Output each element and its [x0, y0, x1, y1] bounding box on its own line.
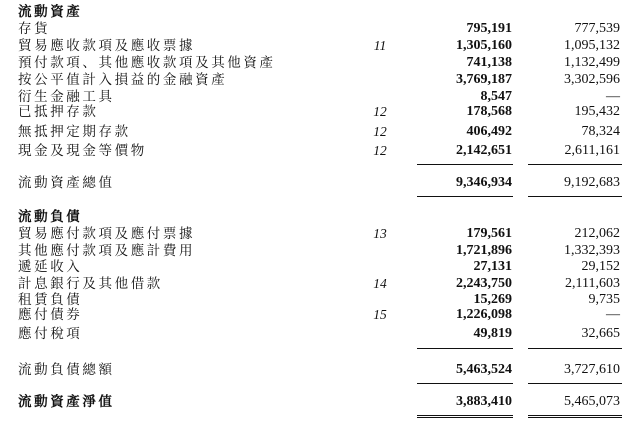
total-row [0, 362, 640, 378]
total-current-value: 5,463,524 [456, 362, 512, 377]
total-rule [528, 196, 622, 197]
row-note: 12 [373, 104, 387, 119]
table-row [0, 326, 640, 342]
total-label: 流動負債總額 [18, 362, 115, 378]
subtotal-rule [417, 348, 513, 349]
table-row [0, 21, 640, 37]
row-note: 13 [373, 226, 387, 241]
table-row [0, 307, 640, 323]
row-current-value: 795,191 [466, 21, 512, 36]
row-current-value: 27,131 [473, 259, 512, 274]
row-current-value: 2,243,750 [456, 276, 512, 291]
row-current-value: 49,819 [473, 326, 512, 341]
row-label: 衍生金融工具 [18, 89, 115, 105]
row-prior-value: 2,111,603 [565, 276, 620, 291]
row-prior-value: 212,062 [574, 226, 620, 241]
row-label: 貿易應付款項及應付票據 [18, 226, 196, 242]
current-liabilities-title: 流動負債 [18, 209, 83, 225]
row-prior-value: — [606, 307, 620, 322]
row-current-value: 1,226,098 [456, 307, 512, 322]
row-prior-value: 1,132,499 [564, 55, 620, 70]
table-row [0, 72, 640, 88]
row-prior-value: 1,095,132 [564, 38, 620, 53]
subtotal-rule [417, 164, 513, 165]
total-current-value: 9,346,934 [456, 175, 512, 190]
row-current-value: 179,561 [466, 226, 512, 241]
row-current-value: 1,721,896 [456, 243, 512, 258]
row-prior-value: 9,735 [588, 292, 620, 307]
row-prior-value: 3,302,596 [564, 72, 620, 87]
table-row [0, 124, 640, 140]
row-current-value: 1,305,160 [456, 38, 512, 53]
row-note: 12 [373, 124, 387, 139]
net-current-assets-row [0, 394, 640, 410]
row-current-value: 3,769,187 [456, 72, 512, 87]
table-row [0, 104, 640, 120]
row-current-value: 15,269 [473, 292, 512, 307]
row-prior-value: 777,539 [574, 21, 620, 36]
table-row [0, 143, 640, 159]
net-current-assets-prior-value: 5,465,073 [564, 394, 620, 409]
row-label: 無抵押定期存款 [18, 124, 131, 140]
current-liabilities-header-row [0, 209, 640, 225]
table-row [0, 292, 640, 308]
net-current-assets-label: 流動資產淨值 [18, 394, 115, 410]
row-label: 存貨 [18, 21, 51, 37]
row-note: 11 [373, 38, 387, 53]
current-assets-header-row [0, 4, 640, 20]
row-current-value: 741,138 [466, 55, 512, 70]
row-current-value: 8,547 [480, 89, 512, 104]
grand-total-double-rule [528, 415, 622, 418]
row-label: 應付稅項 [18, 326, 83, 342]
current-assets-title: 流動資產 [18, 4, 83, 20]
row-prior-value: 78,324 [581, 124, 620, 139]
row-label: 計息銀行及其他借款 [18, 276, 163, 292]
table-row [0, 226, 640, 242]
table-row [0, 243, 640, 259]
total-prior-value: 9,192,683 [564, 175, 620, 190]
total-row [0, 175, 640, 191]
subtotal-rule [528, 164, 622, 165]
table-row [0, 55, 640, 71]
table-row [0, 38, 640, 54]
row-current-value: 178,568 [466, 104, 512, 119]
total-rule [417, 196, 513, 197]
row-prior-value: — [606, 89, 620, 104]
row-label: 應付債券 [18, 307, 83, 323]
row-prior-value: 195,432 [574, 104, 620, 119]
row-current-value: 2,142,651 [456, 143, 512, 158]
row-prior-value: 32,665 [581, 326, 620, 341]
row-label: 已抵押存款 [18, 104, 99, 120]
row-prior-value: 1,332,393 [564, 243, 620, 258]
table-row [0, 89, 640, 105]
row-label: 按公平值計入損益的金融資產 [18, 72, 228, 88]
row-note: 14 [373, 276, 387, 291]
row-label: 現金及現金等價物 [18, 143, 147, 159]
row-current-value: 406,492 [466, 124, 512, 139]
subtotal-rule [528, 348, 622, 349]
row-label: 遞延收入 [18, 259, 83, 275]
total-label: 流動資產總值 [18, 175, 115, 191]
total-rule [417, 383, 513, 384]
total-prior-value: 3,727,610 [564, 362, 620, 377]
row-label: 預付款項、其他應收款項及其他資產 [18, 55, 276, 71]
row-label: 貿易應收款項及應收票據 [18, 38, 196, 54]
total-rule [528, 383, 622, 384]
table-row [0, 259, 640, 275]
table-row [0, 276, 640, 292]
grand-total-double-rule [417, 415, 513, 418]
row-note: 15 [373, 307, 387, 322]
row-prior-value: 29,152 [581, 259, 620, 274]
row-label: 租賃負債 [18, 292, 83, 308]
row-note: 12 [373, 143, 387, 158]
row-prior-value: 2,611,161 [564, 143, 620, 158]
row-label: 其他應付款項及應計費用 [18, 243, 196, 259]
net-current-assets-current-value: 3,883,410 [456, 394, 512, 409]
